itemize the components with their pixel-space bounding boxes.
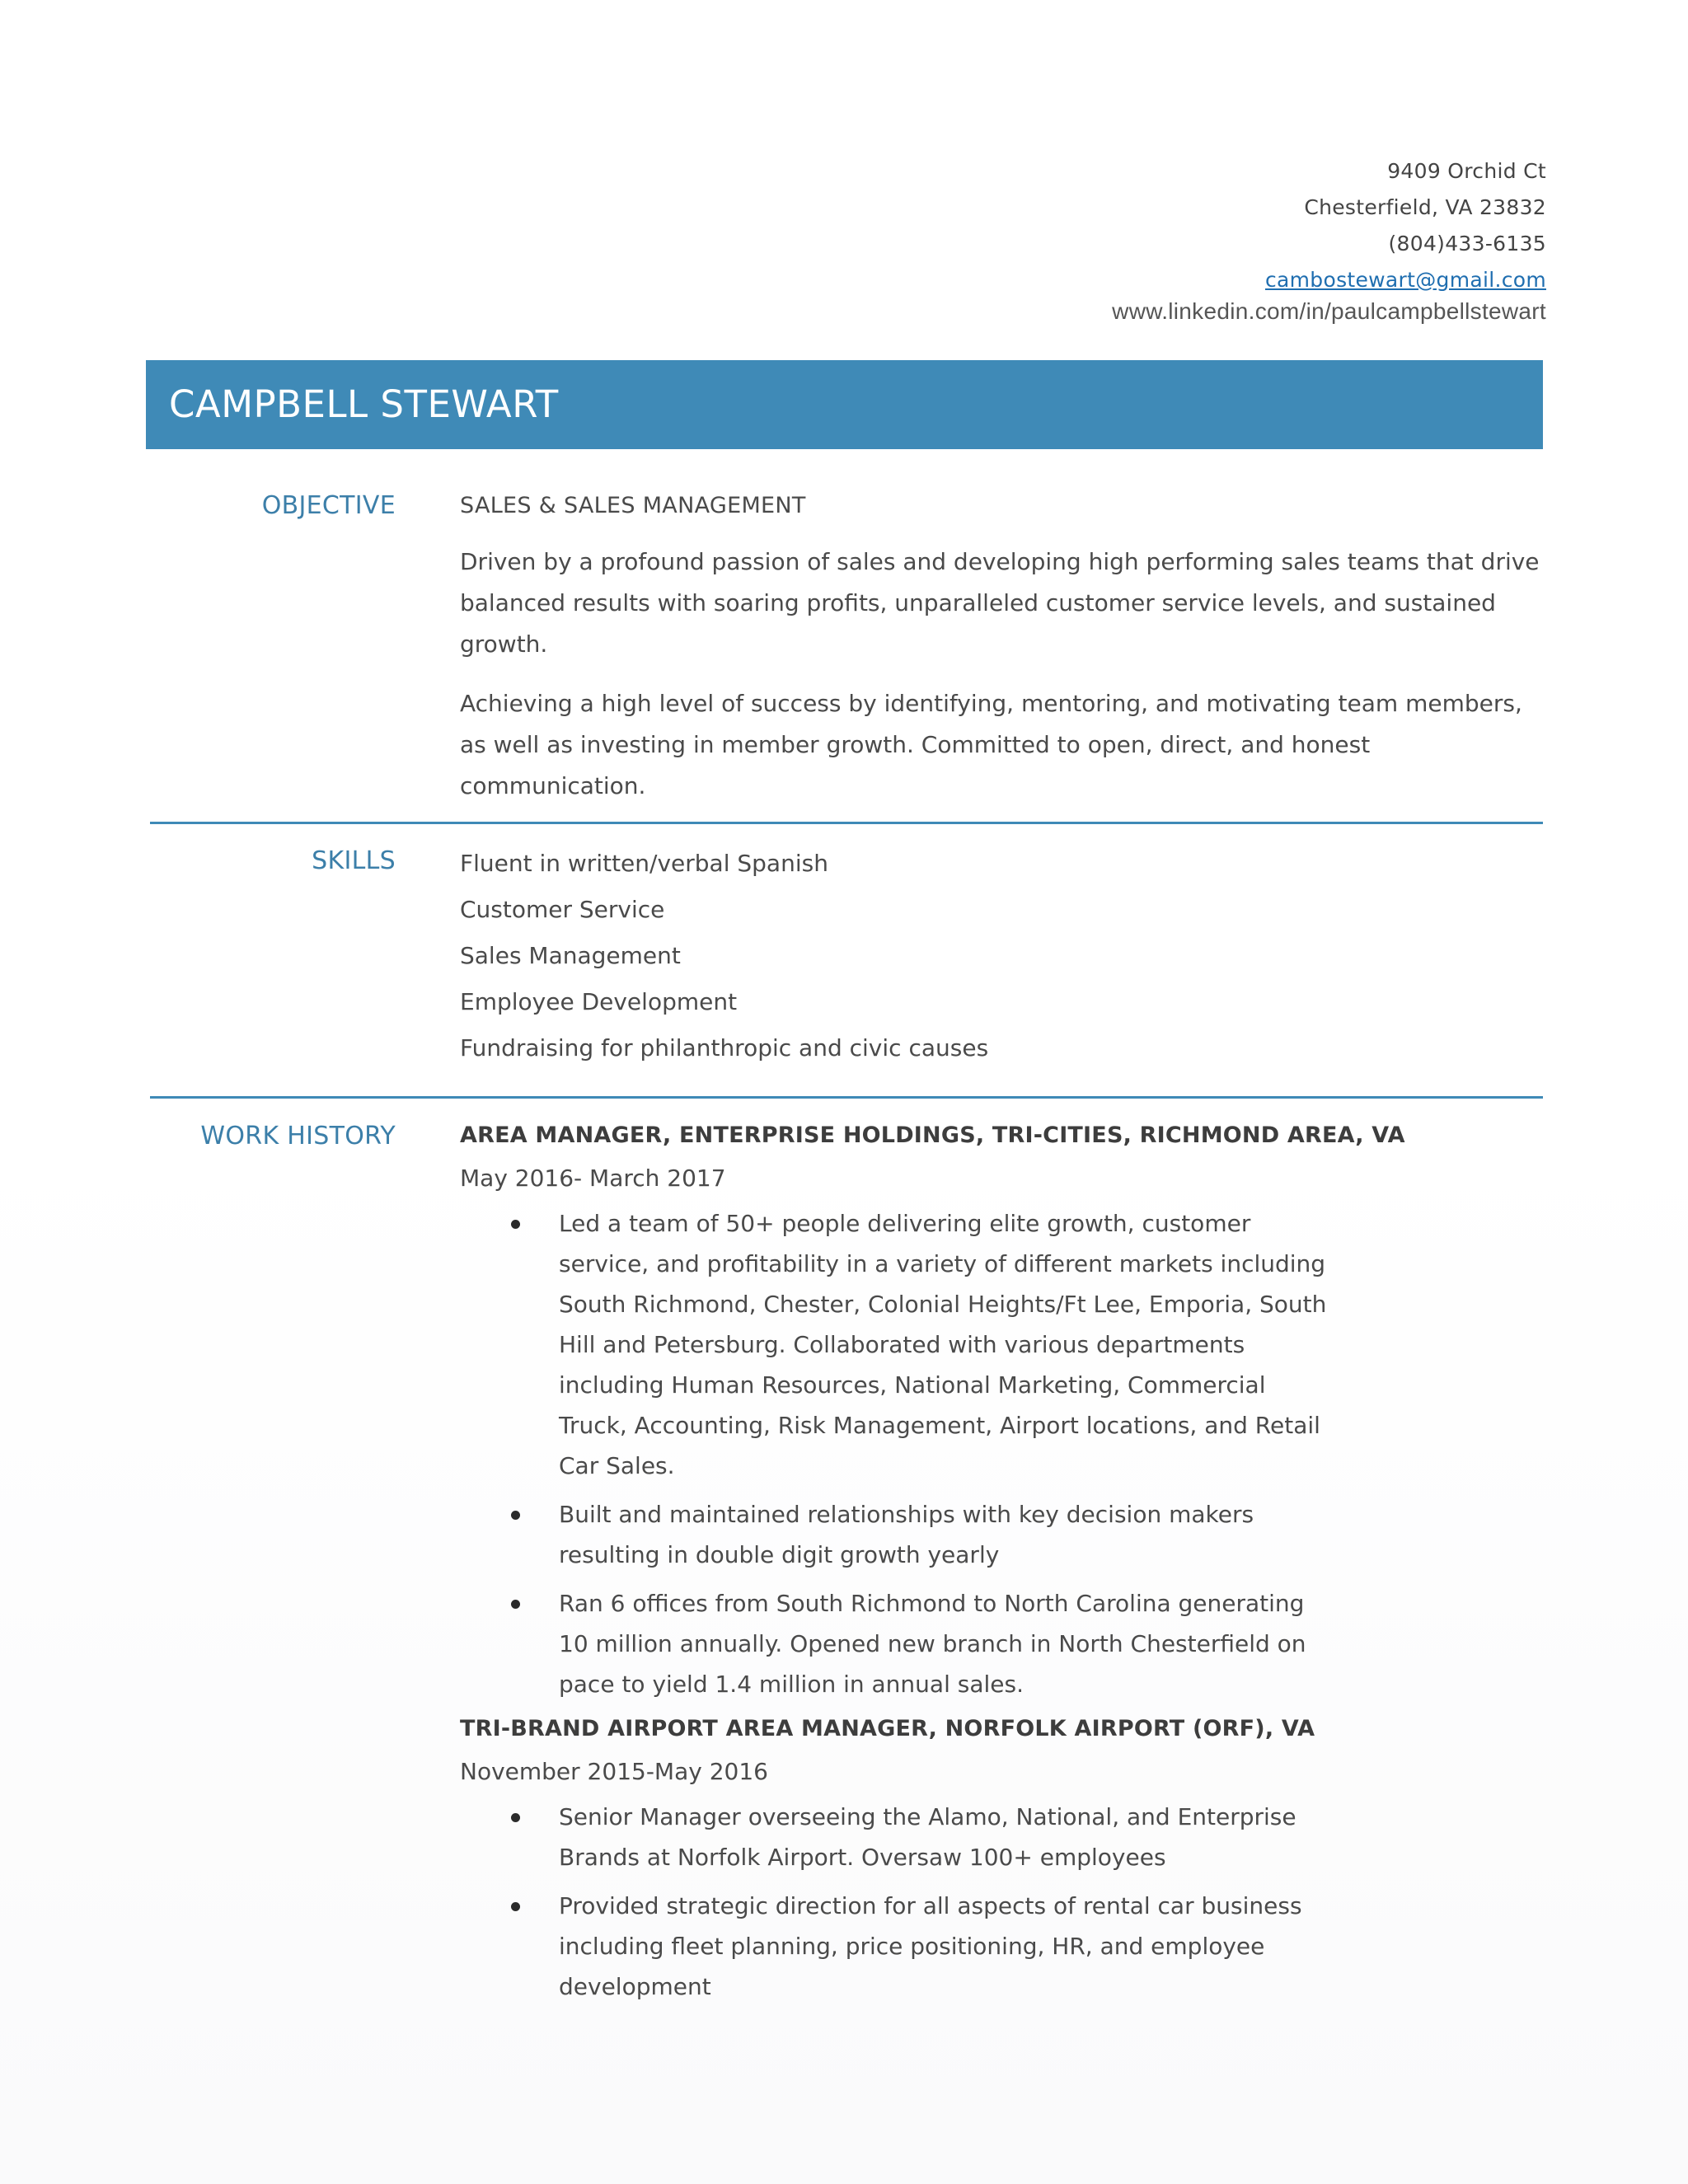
skill-item: Employee Development — [460, 988, 738, 1015]
contact-block — [1112, 153, 1546, 326]
bullet-text: Senior Manager overseeing the Alamo, National, and Enterprise Brands at Norfolk Airport. Oversaw 100+ employees — [559, 1803, 1296, 1871]
section-divider — [150, 822, 1543, 824]
name-banner — [146, 360, 1543, 449]
objective-heading: SALES & SALES MANAGEMENT — [460, 493, 806, 518]
contact-phone: (804)433-6135 — [1388, 232, 1546, 255]
bullet-text: Provided strategic direction for all aspects of rental car business including fleet planning, price positioning, HR, and employee development — [559, 1892, 1302, 2000]
job-entry — [460, 1716, 1548, 2007]
skill-item: Sales Management — [460, 942, 681, 969]
skills-section — [460, 841, 1548, 1071]
bullet-dot-icon — [511, 1220, 520, 1229]
section-divider — [150, 1096, 1543, 1099]
bullet-text: Built and maintained relationships with key decision makers resulting in double digit growth yearly — [559, 1501, 1254, 1568]
bullet-dot-icon — [511, 1600, 520, 1609]
bullet-dot-icon — [511, 1511, 520, 1520]
job-bullet — [460, 1797, 1334, 1877]
job-bullet — [460, 1583, 1334, 1704]
job-bullets — [460, 1203, 1334, 1704]
objective-label: OBJECTIVE — [261, 491, 396, 520]
job-bullets — [460, 1797, 1334, 2007]
job-dates: May 2016- March 2017 — [460, 1165, 726, 1192]
bullet-text: Led a team of 50+ people delivering elite growth, customer service, and profitability in a variety of different markets including South Richmond, Chester, Colonial Heights/Ft Lee, Emporia, South Hill and Petersburg. Collaborated with various departments including Human Resources, National Marketing, Commercial Truck, Accounting, Risk Management, Airport locations, and Retail Car Sales. — [559, 1210, 1327, 1479]
candidate-name: CAMPBELL STEWART — [169, 382, 559, 426]
work-history-label: WORK HISTORY — [200, 1122, 396, 1151]
objective-section — [460, 493, 1548, 807]
contact-linkedin: www.linkedin.com/in/paulcampbellstewart — [1112, 298, 1546, 324]
skill-item: Fundraising for philanthropic and civic causes — [460, 1034, 989, 1062]
skills-label: SKILLS — [312, 846, 396, 875]
contact-city: Chesterfield, VA 23832 — [1304, 195, 1546, 219]
bullet-dot-icon — [511, 1813, 520, 1822]
job-entry — [460, 1122, 1548, 1704]
contact-address: 9409 Orchid Ct — [1387, 159, 1546, 183]
job-bullet — [460, 1203, 1334, 1486]
skill-item: Customer Service — [460, 896, 665, 923]
job-bullet — [460, 1494, 1334, 1575]
contact-email-link[interactable]: cambostewart@gmail.com — [1264, 268, 1546, 292]
job-title: TRI-BRAND AIRPORT AREA MANAGER, NORFOLK AIRPORT (ORF), VA — [460, 1716, 1315, 1741]
objective-paragraph-2: Achieving a high level of success by identifying, mentoring, and motivating team members, as well as investing in member growth. Committed to open, direct, and honest communication. — [460, 690, 1522, 799]
job-bullet — [460, 1886, 1334, 2007]
bullet-dot-icon — [511, 1902, 520, 1911]
work-history-section — [460, 1122, 1548, 2007]
skill-item: Fluent in written/verbal Spanish — [460, 850, 828, 877]
job-title: AREA MANAGER, ENTERPRISE HOLDINGS, TRI-CITIES, RICHMOND AREA, VA — [460, 1122, 1405, 1148]
job-dates: November 2015-May 2016 — [460, 1758, 768, 1785]
objective-paragraph-1: Driven by a profound passion of sales and developing high performing sales teams that drive balanced results with soaring profits, unparalleled customer service levels, and sustained growth. — [460, 548, 1540, 658]
bullet-text: Ran 6 offices from South Richmond to North Carolina generating 10 million annually. Opened new branch in North Chesterfield on pace to yield 1.4 million in annual sales. — [559, 1590, 1306, 1698]
